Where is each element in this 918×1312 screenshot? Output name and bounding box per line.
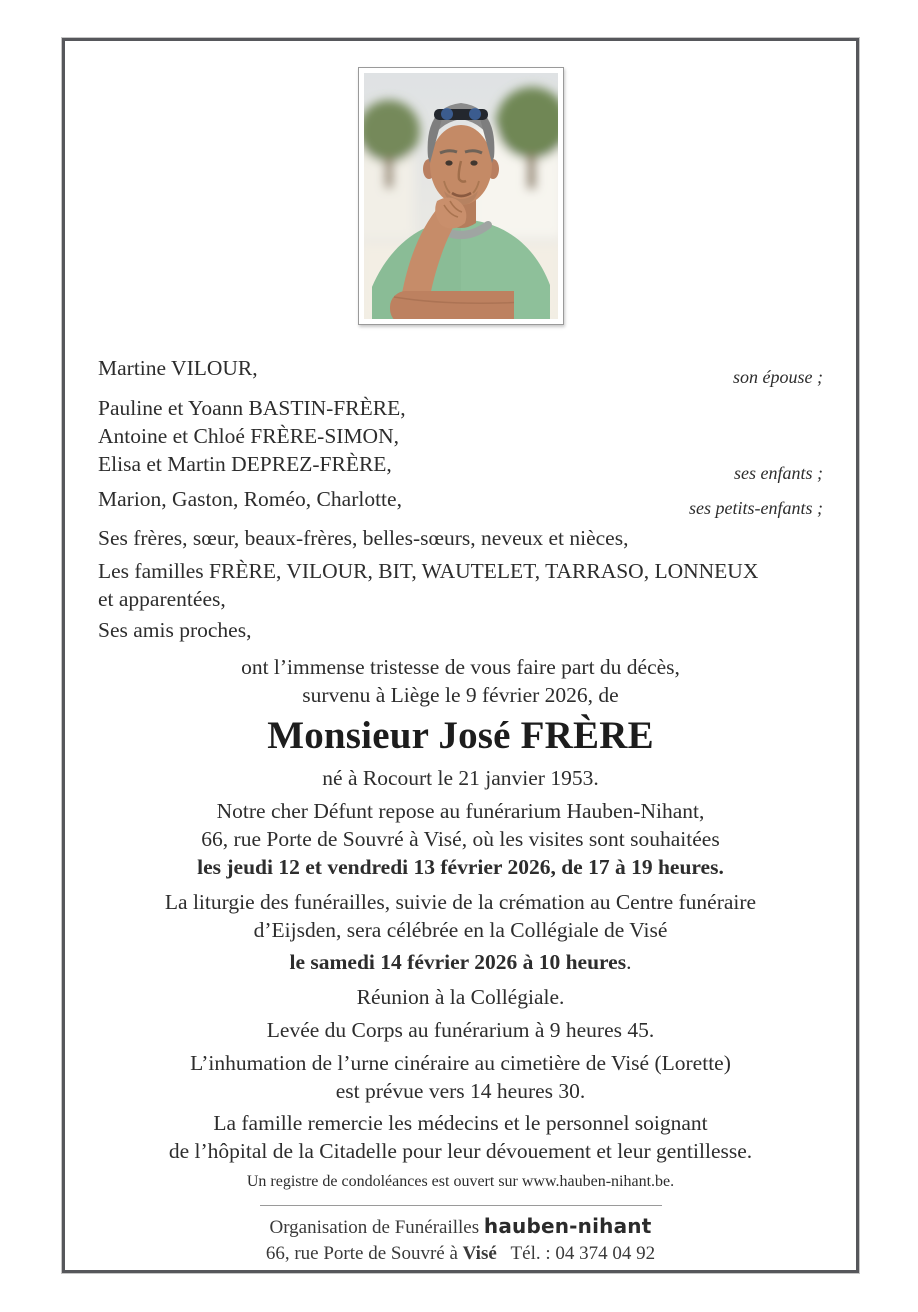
repose-paragraph [98, 797, 823, 881]
relative-line: Ses amis proches, [98, 618, 252, 642]
footer-divider [260, 1205, 662, 1206]
footer-address-line [98, 1241, 823, 1267]
notice-body [65, 354, 856, 1267]
relation-label-grandchildren: ses petits-enfants ; [689, 498, 823, 518]
footer-organisation-line [98, 1213, 823, 1241]
liturgy-paragraph [98, 888, 823, 944]
inhumation-paragraph [98, 1049, 823, 1105]
relative-name: Pauline et Yoann BASTIN-FRÈRE, [98, 396, 406, 420]
intro-line: survenu à Liège le 9 février 2026, de [302, 683, 619, 707]
registry-note: Un registre de condoléances est ouvert sur www.hauben-nihant.be. [246, 1173, 675, 1190]
mourning-card-frame [62, 38, 859, 1273]
ceremony-date-line [98, 948, 823, 976]
liturgy-line: d’Eijsden, sera célébrée en la Collégiale de Visé [253, 918, 668, 942]
relatives-families [98, 557, 823, 613]
footer-org-text: Organisation de Funérailles [269, 1217, 480, 1238]
inhumation-line: L’inhumation de l’urne cinéraire au cimetière de Visé (Lorette) [190, 1051, 731, 1075]
footer-phone: Tél. : 04 374 04 92 [510, 1243, 656, 1264]
relation-label-children: ses enfants ; [734, 463, 823, 483]
deceased-name: Monsieur José FRÈRE [267, 714, 654, 757]
relative-name: Elisa et Martin DEPREZ-FRÈRE, [98, 452, 392, 476]
inhumation-line: est prévue vers 14 heures 30. [335, 1079, 586, 1103]
footer [98, 1213, 823, 1267]
portrait-photo [364, 73, 558, 319]
relative-line: et apparentées, [98, 587, 226, 611]
announcement-intro [98, 653, 823, 709]
relative-name: Martine VILOUR, [98, 356, 258, 380]
ceremony-period: . [626, 950, 632, 974]
relatives-children [98, 394, 823, 483]
thanks-paragraph [98, 1109, 823, 1165]
liturgy-line: La liturgie des funérailles, suivie de la crémation au Centre funéraire [164, 890, 757, 914]
relatives-siblings [98, 524, 823, 552]
intro-line: ont l’immense tristesse de vous faire part du décès, [241, 655, 680, 679]
repose-line: 66, rue Porte de Souvré à Visé, où les visites sont souhaitées [201, 827, 720, 851]
sunglasses-on-head [434, 108, 488, 120]
relatives-grandchildren [98, 485, 823, 518]
levee-line: Levée du Corps au funérarium à 9 heures 45. [266, 1018, 655, 1042]
ceremony-date: le samedi 14 février 2026 à 10 heures [289, 950, 627, 974]
birth-line: né à Rocourt le 21 janvier 1953. [322, 766, 599, 790]
relative-line: Les familles FRÈRE, VILOUR, BIT, WAUTELET, TARRASO, LONNEUX [98, 559, 759, 583]
relatives-spouse [98, 354, 823, 387]
visits-dates: les jeudi 12 et vendredi 13 février 2026, de 17 à 19 heures. [197, 855, 724, 879]
footer-address-text: 66, rue Porte de Souvré à [265, 1243, 458, 1264]
meeting-line: Réunion à la Collégiale. [356, 985, 565, 1009]
relative-name: Marion, Gaston, Roméo, Charlotte, [98, 487, 402, 511]
thanks-line: de l’hôpital de la Citadelle pour leur dévouement et leur gentillesse. [168, 1139, 753, 1163]
relative-name: Antoine et Chloé FRÈRE-SIMON, [98, 424, 399, 448]
relatives-friends [98, 616, 823, 644]
footer-city: Visé [462, 1243, 497, 1264]
relation-label-spouse: son épouse ; [733, 367, 823, 387]
portrait-photo-frame [358, 67, 564, 325]
thanks-line: La famille remercie les médecins et le personnel soignant [213, 1111, 708, 1135]
relative-line: Ses frères, sœur, beaux-frères, belles-sœurs, neveux et nièces, [98, 526, 629, 550]
repose-line: Notre cher Défunt repose au funérarium Hauben-Nihant, [216, 799, 705, 823]
funeral-home-logo: hauben-nihant [483, 1214, 652, 1238]
